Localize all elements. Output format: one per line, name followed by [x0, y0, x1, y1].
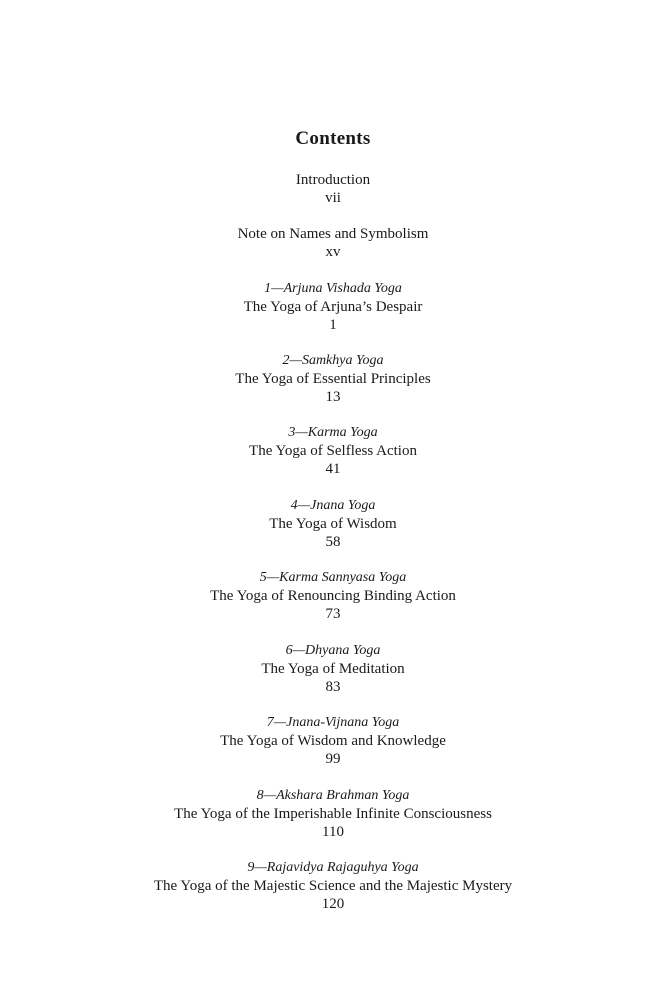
toc-entry-chapter-3[interactable]: [0, 424, 666, 478]
entry-title: The Yoga of the Majestic Science and the Majestic Mystery: [153, 878, 513, 894]
entry-title: The Yoga of Arjuna’s Despair: [243, 299, 423, 315]
toc-entry-introduction[interactable]: [0, 171, 666, 207]
entry-title: The Yoga of the Imperishable Infinite Consciousness: [174, 806, 492, 822]
entry-page-number: 73: [325, 606, 341, 622]
entry-page-number: 99: [325, 751, 341, 767]
toc-entry-chapter-6[interactable]: [0, 642, 666, 696]
entry-subtitle: 8—Akshara Brahman Yoga: [256, 788, 410, 803]
entry-subtitle: 4—Jnana Yoga: [290, 498, 376, 513]
toc-entry-chapter-2[interactable]: [0, 352, 666, 406]
entry-title: The Yoga of Wisdom and Knowledge: [220, 733, 446, 749]
page-title: Contents: [295, 128, 371, 149]
toc-entry-chapter-8[interactable]: [0, 787, 666, 841]
toc-entry-chapter-1[interactable]: [0, 280, 666, 334]
toc-entry-chapter-7[interactable]: [0, 714, 666, 768]
entry-title: The Yoga of Renouncing Binding Action: [210, 588, 456, 604]
entry-title: The Yoga of Selfless Action: [249, 443, 417, 459]
entry-page-number: xv: [325, 244, 341, 260]
entry-page-number: 110: [322, 824, 344, 840]
entry-subtitle: 7—Jnana-Vijnana Yoga: [266, 715, 400, 730]
entry-page-number: vii: [325, 190, 341, 206]
entry-page-number: 13: [325, 389, 341, 405]
entry-subtitle: 6—Dhyana Yoga: [285, 643, 381, 658]
entry-subtitle: 1—Arjuna Vishada Yoga: [264, 281, 402, 296]
entry-title: Note on Names and Symbolism: [237, 226, 429, 242]
entry-title: The Yoga of Meditation: [261, 661, 405, 677]
toc-entry-note-on-names[interactable]: [0, 225, 666, 261]
entry-page-number: 41: [325, 461, 341, 477]
entry-subtitle: 9—Rajavidya Rajaguhya Yoga: [247, 860, 419, 875]
entry-page-number: 58: [325, 534, 341, 550]
entry-title: The Yoga of Wisdom: [269, 516, 397, 532]
entry-subtitle: 5—Karma Sannyasa Yoga: [259, 570, 407, 585]
entry-subtitle: 3—Karma Yoga: [288, 425, 378, 440]
toc-entry-chapter-5[interactable]: [0, 569, 666, 623]
entry-page-number: 120: [321, 896, 345, 912]
toc-entry-chapter-9[interactable]: [0, 859, 666, 913]
entry-title: Introduction: [295, 172, 371, 188]
entry-subtitle: 2—Samkhya Yoga: [282, 353, 384, 368]
entry-page-number: 1: [329, 317, 337, 333]
toc-entry-chapter-4[interactable]: [0, 497, 666, 551]
entry-title: The Yoga of Essential Principles: [235, 371, 431, 387]
entry-page-number: 83: [325, 679, 341, 695]
